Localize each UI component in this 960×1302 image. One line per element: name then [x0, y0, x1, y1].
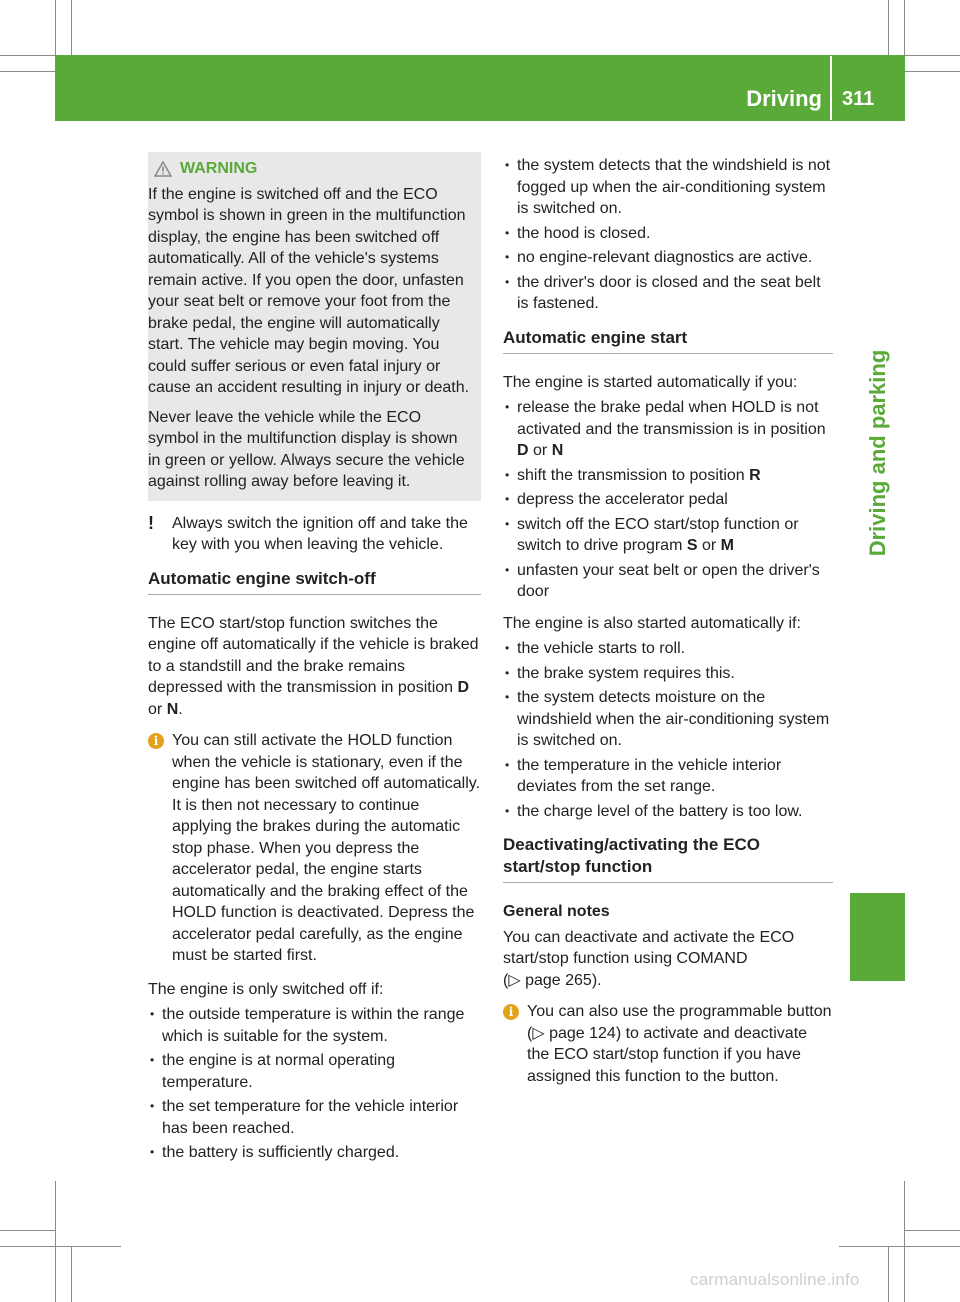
crop-mark	[905, 1230, 960, 1231]
gear-d: D	[457, 679, 470, 696]
list-item: • no engine-relevant diagnostics are active.	[503, 247, 833, 269]
watermark-site: carmanualsonline.info	[690, 1270, 860, 1289]
chapter-label: Driving and parking	[865, 349, 890, 557]
caution-note	[148, 513, 481, 556]
list-item: • the brake system requires this.	[503, 663, 833, 685]
list-item-text: unfasten your seat belt or open the driver's door	[517, 561, 820, 600]
list-item: • the outside temperature is within the range which is suitable for the system.	[148, 1004, 481, 1047]
condition-list	[503, 638, 833, 822]
list-item: • unfasten your seat belt or open the driver's door	[505, 561, 820, 600]
list-item: • the hood is closed.	[503, 223, 833, 245]
info-text: You can also use the programmable button (▷ page 124) to activate and deactivate the ECO start/stop function if you have assigned this function to the button.	[527, 1003, 832, 1085]
gear-r: R	[749, 466, 761, 484]
chapter-marker	[850, 893, 905, 981]
info-text: You can still activate the HOLD function when the vehicle is stationary, even if the engine has been switched off automatically. It is then not necessary to continue applying the brakes during the automatic stop phase. When you depress the accelerator pedal, the engine starts automatically and the braking effect of the HOLD function is deactivated. Depress the accelerator pedal carefully, as the engine must be started first.	[172, 732, 481, 964]
text-period: .	[178, 700, 183, 718]
list-item: • the battery is sufficiently charged.	[148, 1142, 481, 1164]
info-note	[148, 730, 481, 967]
page-title: Driving	[746, 86, 822, 111]
list-item: • the charge level of the battery is too low.	[503, 801, 833, 823]
warning-label: WARNING	[180, 160, 258, 177]
list-item-text: depress the accelerator pedal	[517, 491, 728, 508]
crop-mark	[0, 1230, 55, 1231]
gear-n: N	[166, 700, 179, 718]
crop-mark	[905, 71, 960, 72]
crop-mark	[839, 1246, 960, 1247]
list-item-text: switch off the ECO start/stop function or switch to drive program	[517, 515, 799, 554]
warning-triangle-icon	[154, 161, 172, 177]
info-icon: i	[503, 1004, 519, 1020]
text-or: or	[533, 442, 548, 459]
list-item: • the system detects moisture on the windshield when the air-conditioning system is switched on.	[503, 687, 833, 752]
start-list	[503, 397, 833, 603]
crop-mark	[0, 1246, 121, 1247]
list-item: • the set temperature for the vehicle interior has been reached.	[148, 1096, 481, 1139]
crop-mark	[55, 1181, 56, 1302]
info-note	[503, 1001, 833, 1087]
paragraph: The engine is also started automatically if:	[503, 614, 801, 632]
page-number: 311	[842, 88, 875, 110]
condition-list	[503, 155, 833, 315]
list-item-text: release the brake pedal when HOLD is not activated and the transmission is in position	[517, 399, 826, 438]
warning-text: If the engine is switched off and the ECO symbol is shown in green in the multifunction display, the engine has been switched off automatically. All of the vehicle's systems remain active. If you open the door, unfasten your seat belt or remove your foot from the brake pedal, the engine will automatically start. The vehicle may begin moving. You could suffer serious or even fatal injury or cause an accident resulting in injury or death.	[148, 185, 470, 396]
list-item: • the temperature in the vehicle interior deviates from the set range.	[503, 755, 833, 798]
section-heading: Automatic engine start	[503, 327, 833, 354]
list-item: • the engine is at normal operating temperature.	[148, 1050, 481, 1093]
list-item: • depress the accelerator pedal	[505, 491, 728, 508]
list-item: • the driver's door is closed and the seat belt is fastened.	[503, 272, 833, 315]
crop-mark	[888, 0, 889, 55]
left-column	[148, 152, 481, 1174]
warning-heading	[154, 158, 473, 180]
header-divider	[830, 56, 832, 120]
warning-text: Never leave the vehicle while the ECO symbol in the multifunction display is shown in green or yellow. Always secure the vehicle against rolling away before leaving it.	[148, 408, 465, 490]
crop-mark	[888, 1247, 889, 1302]
page-reference[interactable]: (▷ page 265).	[503, 971, 602, 989]
list-item-text: shift the transmission to position	[517, 466, 745, 484]
subsection-heading: General notes	[503, 903, 610, 920]
crop-mark	[71, 0, 72, 55]
list-item: • switch off the ECO start/stop function or switch to drive program S or M	[505, 515, 799, 554]
info-icon: i	[148, 733, 164, 749]
crop-mark	[0, 71, 55, 72]
paragraph-text: The ECO start/stop function switches the engine off automatically if the vehicle is braked to a standstill and the brake remains depressed with the transmission in position	[148, 614, 479, 696]
program-m: M	[720, 537, 734, 554]
section-heading: Automatic engine switch-off	[148, 568, 481, 595]
paragraph: The engine is started automatically if you:	[503, 373, 798, 391]
condition-list	[148, 1004, 481, 1164]
caution-text: Always switch the ignition off and take the key with you when leaving the vehicle.	[172, 514, 468, 553]
crop-mark	[71, 1247, 72, 1302]
paragraph-text: You can deactivate and activate the ECO start/stop function using COMAND	[503, 928, 795, 967]
paragraph: The engine is only switched off if:	[148, 980, 384, 998]
list-item: • shift the transmission to position R	[505, 466, 761, 484]
crop-mark	[904, 1181, 905, 1302]
paragraph	[148, 613, 481, 721]
gear-n: N	[551, 442, 564, 459]
list-item: • the system detects that the windshield is not fogged up when the air-conditioning system is switched on.	[503, 155, 833, 220]
warning-box	[148, 152, 481, 501]
list-item: • release the brake pedal when HOLD is not activated and the transmission is in position D or N	[505, 399, 826, 459]
right-column	[503, 155, 833, 1099]
paragraph	[503, 927, 833, 992]
text-or: or	[701, 537, 717, 554]
section-heading: Deactivating/activating the ECO start/stop function	[503, 834, 833, 883]
list-item: • the vehicle starts to roll.	[503, 638, 833, 660]
text-or: or	[148, 700, 163, 718]
program-s: S	[686, 537, 698, 554]
gear-d: D	[517, 442, 529, 459]
exclamation-icon: !	[148, 512, 154, 533]
